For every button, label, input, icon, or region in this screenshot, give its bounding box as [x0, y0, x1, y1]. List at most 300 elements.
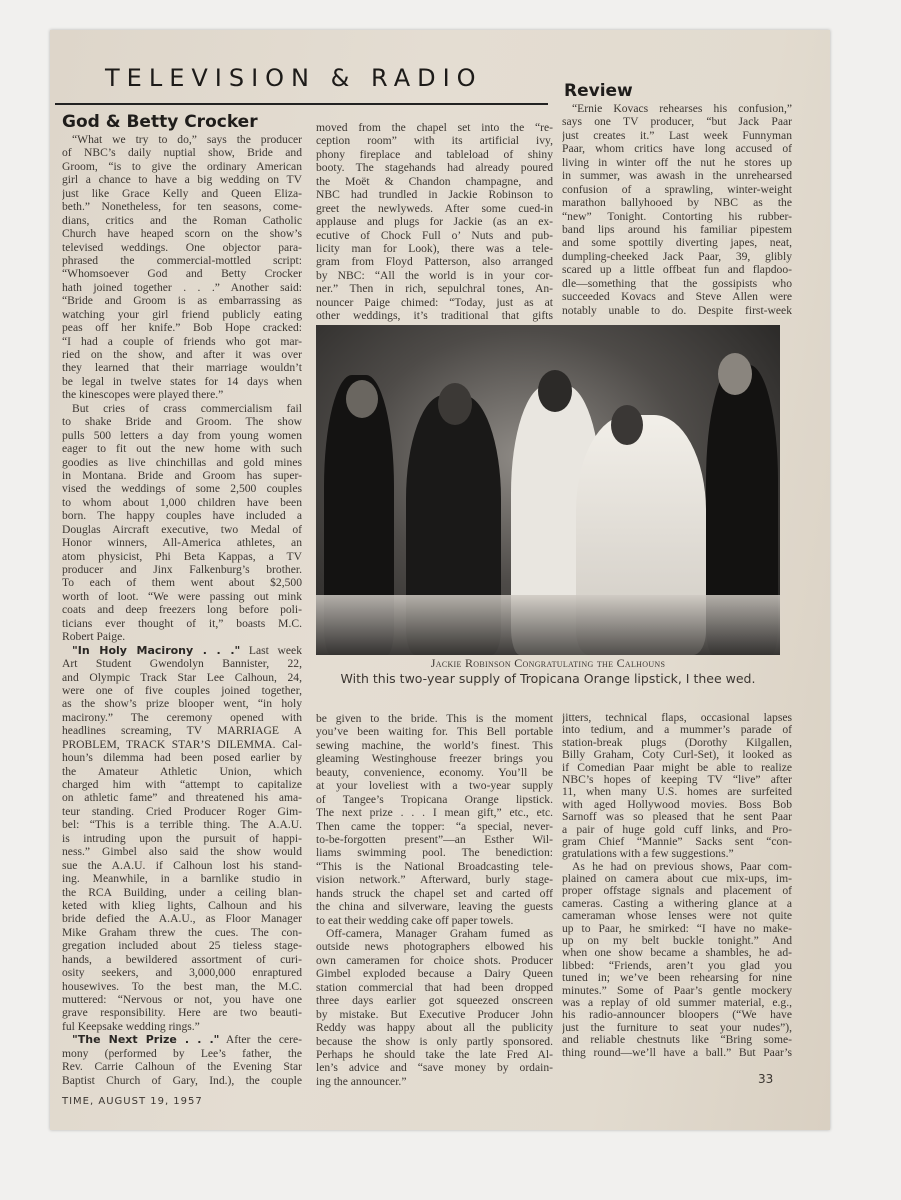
text-line: [316, 1061, 553, 1074]
text-line: [62, 550, 302, 563]
text-line: [62, 267, 302, 280]
text-line: [62, 308, 302, 321]
text-line: [62, 630, 302, 643]
text-line: [562, 811, 792, 823]
line-text: Last week: [240, 643, 302, 657]
line-text: gratulations with a few suggestions.”: [562, 848, 734, 861]
line-text: muttered: “Nervous or not, you have one: [62, 993, 302, 1006]
line-text: ner.” Then in rich, sepulchral tones, An-: [316, 282, 553, 296]
line-text: station-break plugs (Dorothy Kilgallen,: [562, 736, 792, 749]
text-line: [316, 793, 553, 806]
text-line: [62, 361, 302, 374]
text-line: [316, 175, 553, 188]
line-text: into tedium, and a mummer’s parade of: [562, 724, 792, 737]
text-line: [62, 375, 302, 388]
text-line: [562, 142, 792, 155]
line-text: sewing machine, the world’s finest. This: [316, 738, 553, 752]
text-line: [62, 388, 302, 401]
line-text: the Amateur Athletic Union, which: [62, 764, 302, 778]
text-line: [316, 994, 553, 1007]
text-line: [562, 712, 792, 724]
text-line: [62, 1033, 302, 1046]
line-text: girl a chance to have a big wedding on TV: [62, 173, 302, 187]
text-line: [62, 671, 302, 684]
line-text: liams swimming pool. The benediction:: [316, 846, 553, 860]
line-text: Perhaps he should take the late Fred Al-: [316, 1047, 553, 1061]
text-line: [62, 697, 302, 710]
text-line: [62, 402, 302, 415]
text-line: [316, 725, 553, 738]
text-line: [562, 183, 792, 196]
text-line: [316, 202, 553, 215]
text-line: [316, 161, 553, 174]
text-line: [62, 684, 302, 697]
column-2-bottom-text: [316, 712, 553, 1088]
line-text: 11, when many U.S. homes are surfeited: [562, 786, 792, 799]
masthead-rule: [55, 103, 548, 105]
line-text: gram from Floyd Patterson, also arranged: [316, 255, 553, 269]
line-text: ful Keepsake wedding rings.”: [62, 1019, 200, 1033]
text-line: [62, 456, 302, 469]
line-text: scared up a little offbeat fun and flapdoo-: [562, 263, 792, 277]
text-line: [562, 724, 792, 736]
text-line: [62, 765, 302, 778]
line-text: Church have heaped scorn on the show’s: [62, 227, 302, 241]
text-line: [62, 845, 302, 858]
column-3-top: [562, 102, 792, 317]
text-line: [562, 1022, 792, 1034]
text-line: [62, 214, 302, 227]
line-text: outside news photographers elbowed his: [316, 940, 553, 954]
text-line: [62, 993, 302, 1006]
line-text: ing the announcer.”: [316, 1074, 407, 1088]
line-text: grave responsibility. Here are two beauti-: [62, 1006, 302, 1020]
text-line: [316, 255, 553, 268]
text-line: [562, 947, 792, 959]
text-line: [62, 482, 302, 495]
line-text: Gimbel exploded because a Dairy Queen: [316, 967, 553, 981]
line-text: station commercial that had been dropped: [316, 980, 553, 994]
column-3-bottom: [562, 712, 792, 1059]
text-line: [562, 236, 792, 249]
issue-date-footer: TIME, AUGUST 19, 1957: [62, 1096, 203, 1107]
text-line: [62, 751, 302, 764]
text-line: [62, 429, 302, 442]
line-text: just like Grace Kelly and Queen Eliza-: [62, 186, 302, 200]
line-text: Paar, whom critics have long accused of: [562, 142, 792, 156]
text-line: [562, 115, 792, 128]
line-text: eager to fit out the new home with such: [62, 442, 302, 456]
text-line: [62, 254, 302, 267]
line-text: the RCA Building, under a ceiling blan-: [62, 885, 302, 899]
text-line: [562, 885, 792, 897]
text-line: [62, 590, 302, 603]
column-2-top: [316, 121, 553, 323]
text-line: [562, 210, 792, 223]
line-text: bel: “This is a terrible thing. The A.A.U.: [62, 818, 302, 832]
line-text: Douglas Aircraft executive, two Medal of: [62, 522, 302, 536]
text-line: [62, 1047, 302, 1060]
line-text: to-be-forgotten present”—an Esther Wil-: [316, 832, 553, 846]
line-text: on athletic fame” and threatened his ama-: [62, 791, 302, 805]
text-line: [316, 887, 553, 900]
text-line: [562, 997, 792, 1009]
subheading: "In Holy Macirony . . .": [72, 643, 241, 657]
line-text: be given to the bride. This is the moment: [316, 712, 553, 725]
text-line: [62, 241, 302, 254]
text-line: [62, 603, 302, 616]
line-text: “This is the National Broadcasting tele-: [316, 859, 553, 873]
line-text: gregation included about 25 tieless stage-: [62, 939, 302, 953]
line-text: Billy Graham, Coty Curl-Set), it looked as: [562, 749, 792, 762]
text-line: [316, 1075, 553, 1088]
subheading: "The Next Prize . . .": [72, 1033, 220, 1047]
line-text: to whom about 1,000 children have been: [62, 495, 302, 509]
text-line: [562, 985, 792, 997]
text-line: [316, 779, 553, 792]
line-text: Off-camera, Manager Graham fumed as: [326, 927, 553, 940]
text-line: [316, 806, 553, 819]
text-line: [62, 187, 302, 200]
line-text: dians, critics and the Roman Catholic: [62, 213, 302, 227]
text-line: [316, 269, 553, 282]
text-line: [316, 1035, 553, 1048]
text-line: [316, 229, 553, 242]
line-text: tuned in; we’ve been rehearsing for nine: [562, 972, 792, 985]
line-text: own cameramen for choice shots. Producer: [316, 953, 553, 967]
text-line: [316, 873, 553, 886]
line-text: band lips around his familiar pipestem: [562, 222, 792, 236]
line-text: a pair of huge gold cuff links, and Pro-: [562, 823, 792, 836]
text-line: [62, 133, 302, 146]
text-line: [62, 294, 302, 307]
text-line: [562, 1047, 792, 1059]
line-text: ticians ever thought of it,” boasts M.C.: [62, 616, 302, 630]
text-line: [316, 940, 553, 953]
column-3-bottom-text: [562, 712, 792, 1059]
text-line: [62, 281, 302, 294]
text-line: [62, 980, 302, 993]
line-text: “What we try to do,” says the producer: [72, 133, 302, 146]
text-line: [562, 935, 792, 947]
line-text: dle—something that the gossipists who: [562, 276, 792, 290]
line-text: vision network.” Afterward, burly stage-: [316, 873, 553, 887]
line-text: the china and silverware, leaving the guests: [316, 900, 553, 914]
text-line: [62, 146, 302, 159]
line-text: born. The happy couples have included a: [62, 509, 302, 523]
text-line: [62, 1020, 302, 1033]
line-text: of NBC’s daily nuptial show, Bride and: [62, 146, 302, 160]
text-line: [316, 766, 553, 779]
line-text: hands, a bewildered assortment of curi-: [62, 952, 302, 966]
line-text: ing. Meanwhile, in a barnlike studio in: [62, 872, 302, 886]
text-line: [62, 321, 302, 334]
line-text: housewives. To the best man, the M.C.: [62, 979, 302, 993]
line-text: Baptist Church of Gary, Ind.), the couple: [62, 1073, 302, 1087]
text-line: [62, 899, 302, 912]
review-heading: Review: [564, 81, 633, 101]
text-line: [62, 926, 302, 939]
text-line: [562, 304, 792, 317]
text-line: [562, 799, 792, 811]
line-text: televised weddings. One objector para-: [62, 240, 302, 254]
line-text: charged him with “attempt to capitalize: [62, 778, 302, 791]
line-text: ecutive of Chock Full o’ Nuts and pub-: [316, 228, 553, 242]
text-line: [62, 939, 302, 952]
text-line: [562, 972, 792, 984]
line-text: marathon ballyhooed by NBC as the: [562, 196, 792, 210]
line-text: booty. The stagehands had already poured: [316, 161, 553, 175]
line-text: hands struck the chapel set and carted off: [316, 886, 553, 900]
line-text: as the show’s prize blooper went, “in holy: [62, 697, 302, 711]
line-text: As he had on previous shows, Paar com-: [572, 860, 792, 873]
line-text: proper offstage signals and placement of: [562, 885, 792, 898]
line-text: Groom, “is to give the ordinary American: [62, 159, 302, 173]
text-line: [316, 309, 553, 322]
line-text: vised the weddings of some 2,500 couples: [62, 482, 302, 496]
line-text: be legal in twelve states for 14 days when: [62, 374, 302, 388]
line-text: “Whomsoever God and Betty Crocker: [62, 267, 302, 281]
line-text: notably unable to do. Despite first-week: [562, 303, 792, 317]
text-line: [62, 912, 302, 925]
text-line: [562, 223, 792, 236]
text-line: [316, 981, 553, 994]
line-text: Then came the topper: “a special, never-: [316, 819, 553, 833]
text-line: [62, 1074, 302, 1087]
caption-text: With this two-year supply of Tropicana Orange lipstick, I thee wed.: [340, 671, 756, 686]
text-line: [316, 282, 553, 295]
text-line: [316, 1008, 553, 1021]
line-text: keted with klieg lights, Calhoun and his: [62, 898, 302, 912]
text-line: [62, 738, 302, 751]
line-text: confusion of a sprawling, winter-weight: [562, 182, 792, 196]
line-text: cameras. Casting a withering glance at a: [562, 897, 792, 910]
line-text: mony (performed by Lee’s father, the: [62, 1046, 302, 1060]
text-line: [62, 1060, 302, 1073]
text-line: [62, 859, 302, 872]
text-line: [62, 576, 302, 589]
line-text: len’s advice and “save money by ordain-: [316, 1061, 553, 1075]
line-text: osity seekers, and 3,000,000 enraptured: [62, 966, 302, 980]
text-line: [562, 156, 792, 169]
line-text: producer and Jinx Falkenburg’s brother.: [62, 563, 302, 576]
text-line: [562, 923, 792, 935]
text-line: [562, 196, 792, 209]
text-line: [62, 442, 302, 455]
line-text: “Bride and Groom is as embarrassing as: [62, 294, 302, 308]
text-line: [62, 791, 302, 804]
line-text: hath joined together . . .” Another said:: [62, 280, 302, 294]
line-text: Honor winners, All-America athletes, an: [62, 536, 302, 550]
text-line: [562, 861, 792, 873]
text-line: [62, 644, 302, 657]
text-line: [62, 778, 302, 791]
line-text: The next prize . . . I mean gift,” etc., etc.: [316, 806, 553, 820]
line-text: three days earlier got squeezed onscreen: [316, 994, 553, 1008]
text-line: [316, 712, 553, 725]
text-line: [62, 523, 302, 536]
text-line: [62, 966, 302, 979]
line-text: beth.” Nonetheless, for ten seasons, come-: [62, 200, 302, 214]
line-text: if Comedian Paar might be able to realize: [562, 761, 792, 774]
text-line: [562, 910, 792, 922]
line-text: headlines screaming, TV MARRIAGE A: [62, 724, 302, 738]
text-line: [562, 102, 792, 115]
line-text: ness.” Gimbel also said the show would: [62, 845, 302, 859]
line-text: phony fireplace and tableload of shiny: [316, 147, 553, 161]
line-text: moved from the chapel set into the “re-: [316, 121, 553, 134]
line-text: bride defied the A.A.U., as Floor Manager: [62, 912, 302, 926]
text-line: [316, 121, 553, 134]
text-line: [562, 786, 792, 798]
line-text: and Olympic Track Star Lee Calhoun, 24,: [62, 670, 302, 684]
text-line: [562, 762, 792, 774]
line-text: of Tangee’s Tropicana Orange lipstick.: [316, 792, 553, 806]
line-text: beauty, convenience, economy. You’ll be: [316, 765, 553, 779]
line-text: to shake Bride and Groom. The show: [62, 415, 302, 429]
line-text: just creates it.” Last week Funnyman: [562, 128, 792, 142]
text-line: [562, 263, 792, 276]
line-text: coats and deep freezers long before poli-: [62, 603, 302, 617]
text-line: [316, 846, 553, 859]
section-masthead: TELEVISION & RADIO: [105, 64, 483, 92]
line-text: the kinescopes were played there.”: [62, 388, 224, 402]
line-text: atom physicist, Phi Beta Kappas, a TV: [62, 549, 302, 563]
line-text: NBC had trundled in Jackie Robinson to: [316, 188, 553, 202]
line-text: ception room” with its artificial ivy,: [316, 134, 553, 148]
line-text: gleaming Westinghouse freezer brings you: [316, 752, 553, 766]
text-line: [562, 290, 792, 303]
line-text: But cries of crass commercialism fail: [72, 401, 302, 415]
text-line: [562, 169, 792, 182]
text-line: [316, 148, 553, 161]
text-line: [562, 774, 792, 786]
line-text: teur standing. Cried Producer Roger Gim-: [62, 804, 302, 818]
line-text: in Montana. Bride and Groom has super-: [62, 468, 302, 482]
text-line: [562, 824, 792, 836]
text-line: [316, 739, 553, 752]
text-line: [316, 752, 553, 765]
article-heading: God & Betty Crocker: [62, 112, 258, 132]
line-text: sue the A.A.U. if Calhoun lost his stand-: [62, 858, 302, 872]
text-line: [62, 160, 302, 173]
text-line: [62, 724, 302, 737]
line-text: nouncer Paige chimed: “Today, just as at: [316, 295, 553, 309]
line-text: Mike Graham threw the cues. The con-: [62, 925, 302, 939]
line-text: just the furniture to seat your nudes”),: [562, 1021, 792, 1034]
line-text: greet the newlyweds. After some cued-in: [316, 201, 553, 215]
line-text: says one TV producer, “but Jack Paar: [562, 115, 792, 129]
text-line: [62, 469, 302, 482]
text-line: [316, 1048, 553, 1061]
line-text: libbed: “Friends, aren’t you glad you: [562, 959, 792, 972]
text-line: [62, 335, 302, 348]
line-text: “I had a couple of friends who got mar-: [62, 334, 302, 348]
line-text: were one of five couples joined together,: [62, 683, 302, 697]
line-text: Art Student Gwendolyn Bannister, 22,: [62, 657, 302, 671]
line-text: To each of them went about $2,500: [62, 576, 302, 590]
text-line: [316, 242, 553, 255]
line-text: worth of loot. “We were passing out mink: [62, 589, 302, 603]
text-line: [562, 836, 792, 848]
text-line: [316, 1021, 553, 1034]
line-text: goodies as live chinchillas and gold mines: [62, 455, 302, 469]
text-line: [562, 129, 792, 142]
text-line: [62, 536, 302, 549]
line-text: living in winter off the nut he stores up: [562, 155, 792, 169]
text-line: [316, 215, 553, 228]
line-text: and reliable chestnuts like “Bring some-: [562, 1034, 792, 1047]
text-line: [62, 200, 302, 213]
line-text: Sarnoff was so pleased that he sent Paar: [562, 811, 792, 824]
text-line: [62, 711, 302, 724]
text-line: [62, 509, 302, 522]
line-text: gram Chief “Mannie” Sacks sent “con-: [562, 835, 792, 848]
line-text: Reddy was happy about all the publicity: [316, 1021, 553, 1035]
text-line: [316, 967, 553, 980]
column-1: [62, 111, 302, 1087]
text-line: [62, 832, 302, 845]
line-text: “new” Tonight. Contorting his rubber-: [562, 209, 792, 223]
column-2-bottom: [316, 712, 553, 1088]
text-line: [62, 496, 302, 509]
line-text: phrased the commercial-mottled script:: [62, 253, 302, 267]
column-3-heading: [564, 80, 794, 102]
line-text: After the cere-: [219, 1033, 302, 1047]
text-line: [62, 227, 302, 240]
line-text: jitters, technical flaps, occasional lapses: [562, 712, 792, 724]
line-text: succeeded Kovacs and Steve Allen were: [562, 290, 792, 304]
text-line: [562, 848, 792, 860]
text-line: [316, 188, 553, 201]
line-text: was a replay of old summer material, e.g.,: [562, 996, 792, 1009]
photo-caption: [316, 656, 780, 686]
line-text: because the show is only partly sponsored.: [316, 1034, 553, 1048]
text-line: [562, 250, 792, 263]
line-text: Robert Paige.: [62, 630, 126, 644]
wedding-photo: [316, 325, 780, 655]
line-text: the Moët & Chandon champagne, and: [316, 174, 553, 188]
line-text: pulls 500 letters a day from young women: [62, 428, 302, 442]
text-line: [316, 860, 553, 873]
line-text: when one show became a shambles, he ad-: [562, 947, 792, 960]
line-text: ried on the show, and after it was over: [62, 348, 302, 361]
line-text: Rev. Carrie Calhoun of the Evening Star: [62, 1060, 302, 1074]
text-line: [562, 873, 792, 885]
text-line: [62, 617, 302, 630]
line-text: by NBC: “All the world is in your cor-: [316, 268, 553, 282]
text-line: [562, 737, 792, 749]
line-text: watching your girl friend publicly eating: [62, 307, 302, 321]
text-line: [62, 563, 302, 576]
line-text: cameraman whose lenses were not quite: [562, 910, 792, 923]
text-line: [62, 657, 302, 670]
text-line: [62, 886, 302, 899]
line-text: by mistake. But Executive Producer John: [316, 1007, 553, 1021]
text-line: [562, 898, 792, 910]
text-line: [62, 1006, 302, 1019]
line-text: and some spottily diverting japes, neat,: [562, 236, 792, 250]
text-line: [62, 818, 302, 831]
text-line: [316, 914, 553, 927]
line-text: his radio-announcer bloopers (“We have: [562, 1009, 792, 1022]
line-text: in summer, was awash in the unrehearsed: [562, 169, 792, 183]
text-line: [62, 415, 302, 428]
text-line: [562, 1034, 792, 1046]
text-line: [62, 805, 302, 818]
line-text: PROBLEM, TRACK STAR’S DILEMMA. Cal-: [62, 737, 302, 751]
line-text: plained on camera about cue mix-ups, im-: [562, 873, 792, 886]
